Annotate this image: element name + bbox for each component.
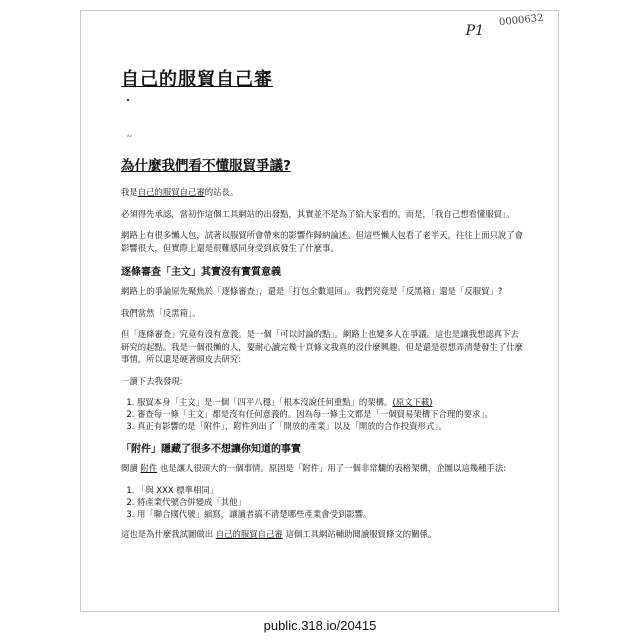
text: 也是讓人很頭大的一個事情。原因是「附件」用了一個非常爛的表格架構，企圖以這幾種手法: [159, 463, 507, 473]
list-item: 2. 審查每一條「主文」都是沒有任何意義的。因為每一條主文都是「一個貿易架構下合理的要求」。 [137, 408, 526, 420]
document-page [80, 10, 559, 612]
document-body [121, 154, 526, 549]
text: 我是 [121, 187, 138, 197]
list-item [137, 396, 526, 408]
section-2-paragraph-1 [121, 462, 526, 475]
site-link[interactable]: 自己的服貿自己審 [137, 187, 205, 197]
section-1-paragraph-3: 但「逐條審查」究竟有沒有意義。是一個「可以討論的點」。網路上也變多人在爭議。這也是讓我想認真下去研究的起點。我是一個很懶的人，要耐心讀完幾十頁條文我真的沒什麼興趣。但是還是很想弄清楚發生了什麼事情，所以還是硬著頭皮去研究: [121, 329, 523, 364]
section-1-paragraph-2: 我們當然「反黑箱」。 [121, 307, 201, 318]
intro-paragraph-1 [121, 186, 526, 199]
section-1-list [121, 396, 526, 432]
site-link[interactable]: 自己的服貿自己審 [215, 528, 283, 539]
section-1-paragraph-4: 一讀下去我發現: [121, 375, 183, 386]
list-item: 3. 用「聯合國代號」縮寫，讓讀者搞不清楚哪些產業會受到影響。 [137, 508, 526, 520]
list-item: 2. 將產業代號合併變成「其他」 [137, 496, 526, 508]
archive-page-id: 0000632 [499, 12, 545, 29]
scan-speck: ᴬᵛ [127, 134, 133, 141]
intro-paragraph-2: 必須得先承認，當初作這個工具網站的出發點，其實並不是為了給大家看的。而是，「我自己想看懂服貿」。 [121, 208, 515, 219]
intro-paragraph-3: 網路上有很多懶人包，試著以服貿所會帶來的影響作歸納論述。但這些懶人包看了老半天，往往上面只說了會影響很大，但實際上還是很難感同身受到底發生了什麼事。 [121, 230, 523, 253]
section-1-paragraph-1: 網路上的爭論原先聚焦於「逐條審查」，還是「打包全數退回」。我們究竟是「反黑箱」還是「反服貿」? [121, 286, 503, 296]
annex-link[interactable]: 附件 [140, 463, 158, 473]
text: 的站長。 [204, 187, 239, 197]
source-url: public.318.io/20415 [263, 618, 377, 633]
document-title: 自己的服貿自己審 [121, 69, 273, 90]
main-heading: 為什麼我們看不懂服貿爭議? [121, 158, 291, 174]
text: 閱讀 [121, 463, 138, 473]
list-item-text: 服貿本身「主文」是一個「四平八穩」「根本沒說任何重點」的架構。 [137, 397, 393, 407]
section-2-heading: 「附件」隱藏了很多不想讓你知道的事實 [121, 444, 301, 455]
text: 這也是為什麼我試圖做出 [121, 528, 214, 539]
text: 這個工具網站輔助閱讀服貿條文的關係。 [285, 528, 437, 539]
section-2-list [121, 484, 526, 520]
scan-speck [127, 99, 129, 101]
list-item: 3. 真正有影響的是「附件」，附件列出了「開放的產業」以及「開放的合作投資形式」。 [137, 420, 526, 432]
handwritten-page-mark: P1 [465, 23, 484, 39]
download-link[interactable]: (原文下載) [392, 397, 433, 407]
section-1-heading: 逐條審查「主文」其實沒有實質意義 [121, 267, 281, 278]
section-2-paragraph-2 [121, 528, 526, 541]
list-item: 1. 「與 XXX 標準相同」 [137, 484, 526, 496]
